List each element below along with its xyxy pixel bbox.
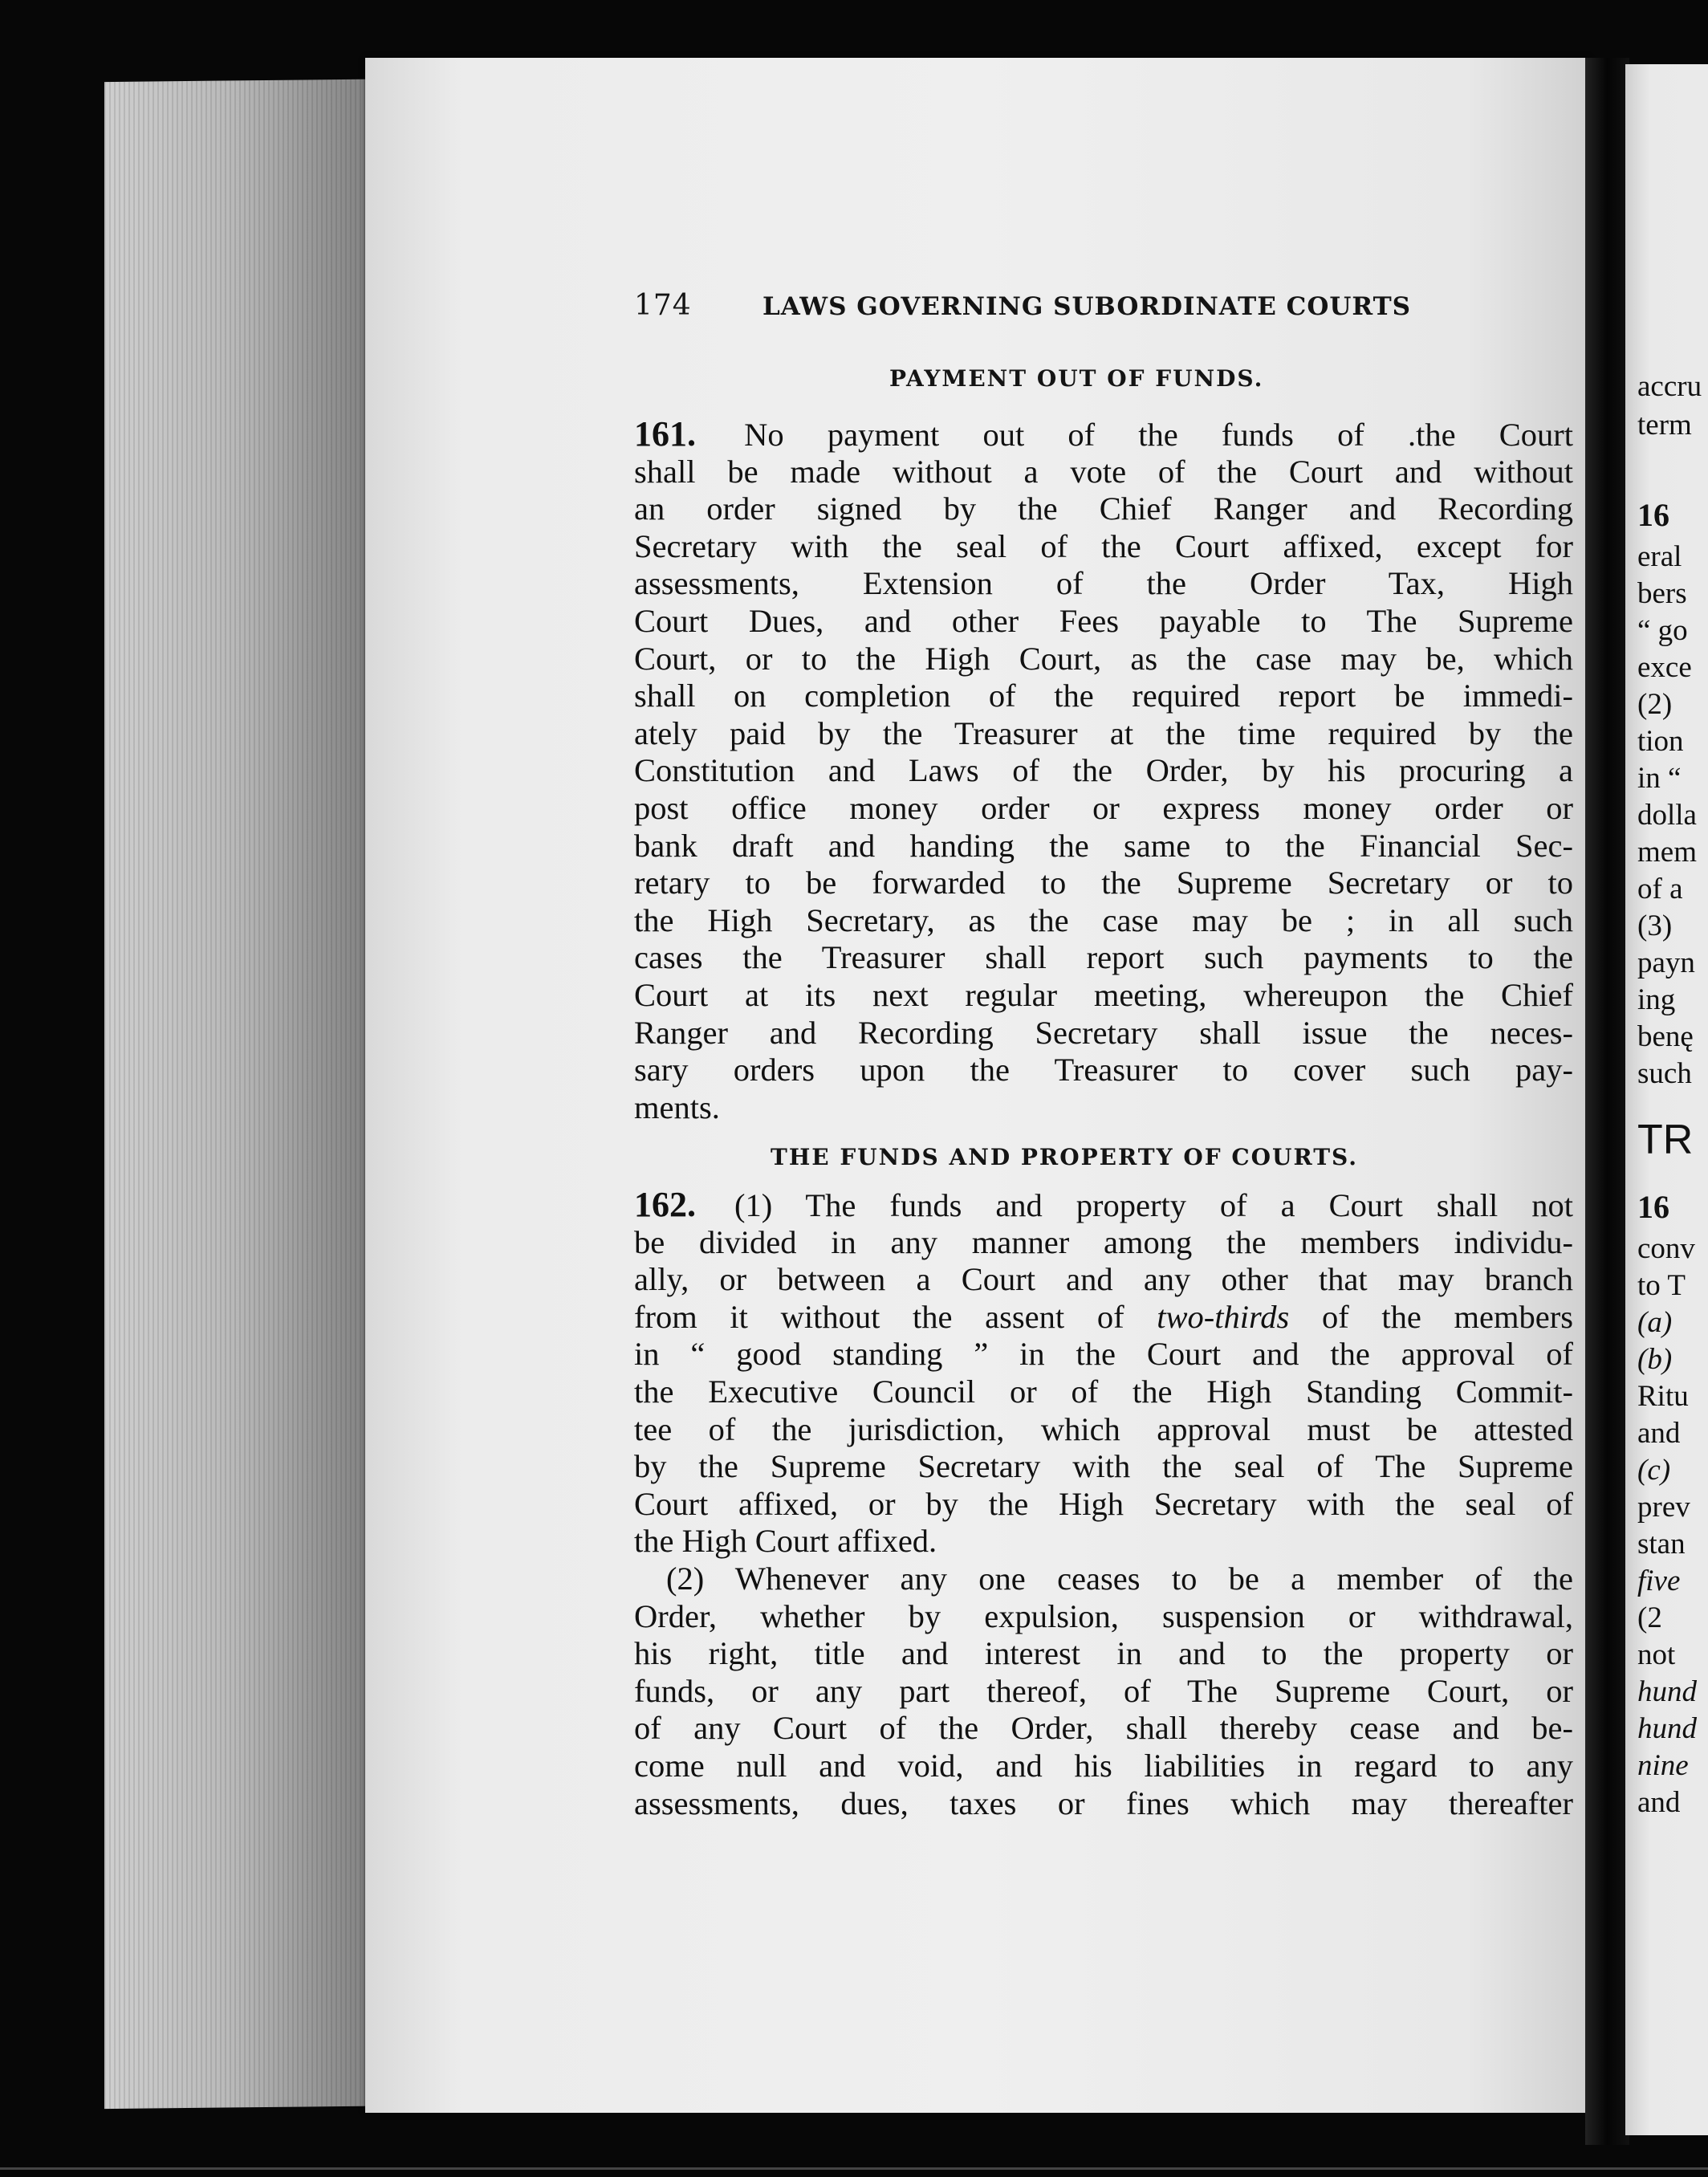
fragment: payn xyxy=(1637,946,1695,979)
section-number: 161. xyxy=(634,414,696,454)
section-162-body xyxy=(634,1186,1573,1822)
fragment: term xyxy=(1637,409,1692,442)
text-line: Order, whether by expulsion, suspension or withdrawal, xyxy=(634,1597,1573,1634)
fragment: (3) xyxy=(1637,909,1673,942)
fragment: five xyxy=(1637,1565,1681,1597)
text-line: be divided in any manner among the members individu- xyxy=(634,1223,1573,1260)
text-line: ately paid by the Treasurer at the time required by the xyxy=(634,714,1573,751)
text-line: Court Dues, and other Fees payable to The Supreme xyxy=(634,602,1573,639)
fragment: such xyxy=(1637,1057,1692,1090)
text-line: Court affixed, or by the High Secretary with the seal of xyxy=(634,1485,1573,1522)
fragment: and xyxy=(1637,1417,1681,1450)
fragment: accru xyxy=(1637,370,1702,403)
text-line: the High Secretary, as the case may be ; in all such xyxy=(634,901,1573,938)
fragment: (a) xyxy=(1637,1306,1673,1339)
text-line: cases the Treasurer shall report such payments to the xyxy=(634,939,1573,976)
fragment: hund xyxy=(1637,1675,1697,1708)
fragment: not xyxy=(1637,1638,1676,1671)
text-line: come null and void, and his liabilities in regard to any xyxy=(634,1747,1573,1784)
fragment: bers xyxy=(1637,577,1687,610)
fragment: 16 xyxy=(1637,1189,1669,1225)
fragment: (2) xyxy=(1637,688,1673,721)
book-gutter xyxy=(1585,58,1629,2145)
text-line: Court, or to the High Court, as the case may be, which xyxy=(634,640,1573,677)
fragment: ing xyxy=(1637,983,1676,1016)
text-line: bank draft and handing the same to the Financial Sec- xyxy=(634,827,1573,864)
fragment: and xyxy=(1637,1786,1681,1819)
text-line: from it without the assent of two-thirds of the members xyxy=(634,1298,1573,1335)
fragment: hund xyxy=(1637,1712,1697,1745)
text-line: 162. (1) The funds and property of a Court shall not xyxy=(634,1185,1573,1224)
fragment: exce xyxy=(1637,651,1692,684)
text-line: retary to be forwarded to the Supreme Secretary or to xyxy=(634,865,1573,901)
page-number: 174 xyxy=(634,289,692,322)
text-line: his right, title and interest in and to the property or xyxy=(634,1635,1573,1672)
fragment: (b) xyxy=(1637,1343,1673,1376)
text-line: shall on completion of the required report be immedi- xyxy=(634,678,1573,714)
fragment: in “ xyxy=(1637,762,1682,795)
text-line: funds, or any part thereof, of The Supreme Court, or xyxy=(634,1672,1573,1709)
fragment: eral xyxy=(1637,540,1682,573)
fragment: 16 xyxy=(1637,497,1669,533)
fragment: Ritu xyxy=(1637,1380,1689,1413)
section-number: 162. xyxy=(634,1185,696,1224)
section-heading-funds-property: THE FUNDS AND PROPERTY OF COURTS. xyxy=(771,1144,1359,1170)
fragment: dolla xyxy=(1637,799,1697,832)
text-line: of any Court of the Order, shall thereby cease and be- xyxy=(634,1710,1573,1747)
text-line: ally, or between a Court and any other that may branch xyxy=(634,1261,1573,1298)
running-header xyxy=(634,289,1453,329)
fragment: TR xyxy=(1637,1117,1694,1163)
fragment: (c) xyxy=(1637,1454,1671,1487)
text-line: post office money order or express money order or xyxy=(634,789,1573,826)
text-line: shall be made without a vote of the Court and without xyxy=(634,453,1573,490)
text-line: tee of the jurisdiction, which approval must be attested xyxy=(634,1410,1573,1447)
text-line: Court at its next regular meeting, whereupon the Chief xyxy=(634,976,1573,1013)
text-line: the High Court affixed. xyxy=(634,1523,937,1560)
text-line: assessments, Extension of the Order Tax, High xyxy=(634,565,1573,602)
text-line: the Executive Council or of the High Standing Commit- xyxy=(634,1373,1573,1410)
fragment: to T xyxy=(1637,1269,1686,1302)
text-line: Constitution and Laws of the Order, by his procuring a xyxy=(634,752,1573,789)
text-line: assessments, dues, taxes or fines which may thereafter xyxy=(634,1784,1573,1821)
text-line: in “ good standing ” in the Court and the approval of xyxy=(634,1336,1573,1373)
fragment: of a xyxy=(1637,873,1683,905)
text-line: ments. xyxy=(634,1088,720,1125)
text-line: sary orders upon the Treasurer to cover such pay- xyxy=(634,1052,1573,1088)
section-161-body xyxy=(634,416,1573,1126)
fragment: stan xyxy=(1637,1528,1686,1561)
running-title: LAWS GOVERNING SUBORDINATE COURTS xyxy=(762,292,1412,321)
text-line: (2) Whenever any one ceases to be a member of the xyxy=(666,1560,1573,1597)
scan-frame-line xyxy=(0,2167,1708,2170)
text-line: an order signed by the Chief Ranger and Recording xyxy=(634,490,1573,527)
fragment: conv xyxy=(1637,1232,1695,1265)
fragment: “ go xyxy=(1637,614,1688,647)
section-heading-payment: PAYMENT OUT OF FUNDS. xyxy=(889,365,1264,392)
fragment: prev xyxy=(1637,1491,1690,1524)
fragment: mem xyxy=(1637,836,1697,869)
text-line: Ranger and Recording Secretary shall issue the neces- xyxy=(634,1014,1573,1051)
fragment: tion xyxy=(1637,725,1684,758)
facing-page-text xyxy=(1637,353,1708,2119)
text-line: Secretary with the seal of the Court affixed, except for xyxy=(634,527,1573,564)
fragment: nine xyxy=(1637,1749,1689,1782)
fragment: benę xyxy=(1637,1020,1694,1053)
italic-emphasis: two-thirds xyxy=(1157,1298,1290,1335)
text-line: by the Supreme Secretary with the seal of The Supreme xyxy=(634,1448,1573,1485)
fragment: (2 xyxy=(1637,1601,1662,1634)
text-line: 161. No payment out of the funds of .the Court xyxy=(634,414,1574,454)
